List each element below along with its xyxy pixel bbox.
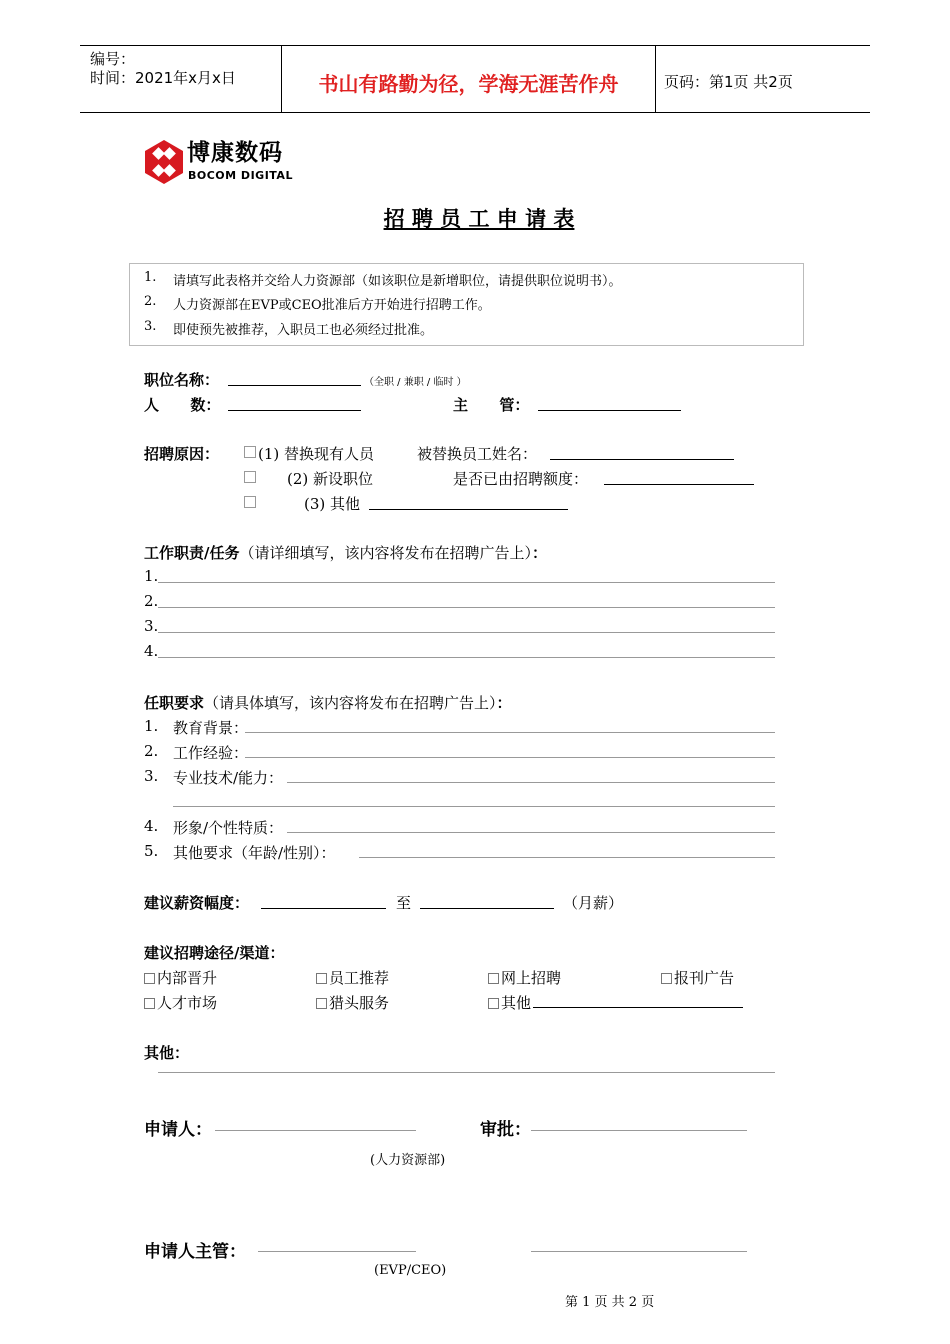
req-1-num: 1. bbox=[144, 717, 159, 735]
channel-talent-market-label: 人才市场 bbox=[157, 994, 218, 1012]
replaced-name-field[interactable] bbox=[550, 459, 734, 460]
duty-line-4-num: 4. bbox=[144, 642, 159, 660]
footer-page-number: 第 1 页 共 2 页 bbox=[565, 1295, 655, 1310]
req-3-label: 专业技术/能力： bbox=[173, 769, 284, 787]
req-1-label: 教育背景： bbox=[173, 719, 249, 737]
channel-online-label: 网上招聘 bbox=[501, 969, 562, 987]
applicant-signature-field[interactable] bbox=[215, 1130, 416, 1131]
channel-other-field[interactable] bbox=[533, 1007, 743, 1008]
channel-headhunter-checkbox[interactable] bbox=[316, 998, 327, 1009]
req-5-num: 5. bbox=[144, 842, 159, 860]
instruction-2-num: 2. bbox=[144, 294, 157, 309]
requirements-heading-bold: 任职要求 bbox=[144, 694, 205, 712]
requirements-heading bbox=[144, 692, 512, 713]
duties-heading-bold: 工作职责/任务 bbox=[144, 544, 240, 562]
header-bottom-rule bbox=[80, 112, 870, 113]
channel-other-label: 其他 bbox=[501, 994, 532, 1012]
duty-line-3-field[interactable] bbox=[158, 632, 775, 633]
exec-signature-field[interactable] bbox=[531, 1251, 747, 1252]
header-divider-right bbox=[655, 45, 656, 112]
instruction-1-text: 请填写此表格并交给人力资源部（如该职位是新增职位，请提供职位说明书）。 bbox=[173, 274, 622, 289]
channel-referral-label: 员工推荐 bbox=[329, 969, 390, 987]
approval-label: 审批： bbox=[480, 1120, 531, 1140]
headcount-label: 人 数： bbox=[144, 396, 221, 414]
req-skills-extra-field[interactable] bbox=[173, 806, 775, 807]
supervisor-signature-field[interactable] bbox=[258, 1251, 416, 1252]
channel-newspaper-label: 报刊广告 bbox=[674, 969, 735, 987]
req-4-label: 形象/个性特质： bbox=[173, 819, 284, 837]
channel-newspaper-checkbox[interactable] bbox=[661, 973, 672, 984]
instruction-3-num: 3. bbox=[144, 319, 157, 334]
duty-line-2-field[interactable] bbox=[158, 607, 775, 608]
approval-signature-field[interactable] bbox=[531, 1130, 747, 1131]
channel-referral[interactable] bbox=[316, 967, 389, 988]
reason-new-position-checkbox[interactable] bbox=[244, 471, 256, 483]
channel-internal-checkbox[interactable] bbox=[144, 973, 155, 984]
duties-heading bbox=[144, 542, 547, 563]
channel-internal[interactable] bbox=[144, 967, 217, 988]
exec-note: (EVP/CEO) bbox=[374, 1263, 447, 1278]
salary-min-field[interactable] bbox=[261, 908, 386, 909]
reason-label: 招聘原因： bbox=[144, 445, 220, 463]
channel-talent-market-checkbox[interactable] bbox=[144, 998, 155, 1009]
salary-unit: （月薪） bbox=[563, 894, 624, 912]
channel-headhunter-label: 猎头服务 bbox=[329, 994, 390, 1012]
header-number: 编号： bbox=[90, 50, 136, 68]
position-name-label: 职位名称： bbox=[144, 371, 220, 389]
position-name-field[interactable] bbox=[228, 385, 361, 386]
form-title: 招 聘 员 工 申 请 表 bbox=[383, 206, 575, 231]
header-time: 时间：2021年x月x日 bbox=[90, 69, 236, 87]
reason-other-field[interactable] bbox=[369, 509, 568, 510]
salary-max-field[interactable] bbox=[420, 908, 554, 909]
channel-headhunter[interactable] bbox=[316, 992, 389, 1013]
duty-line-3-num: 3. bbox=[144, 617, 159, 635]
reason-new-position-text: (2) 新设职位 bbox=[287, 470, 374, 488]
instruction-1-num: 1. bbox=[144, 270, 157, 285]
quota-field[interactable] bbox=[604, 484, 754, 485]
duty-line-2-num: 2. bbox=[144, 592, 159, 610]
reason-other-text: (3) 其他 bbox=[304, 495, 361, 513]
header-page-number: 页码：第1页 共2页 bbox=[664, 73, 793, 91]
instruction-2-text: 人力资源部在EVP或CEO批准后方开始进行招聘工作。 bbox=[173, 298, 491, 313]
position-type-note: （全职 / 兼职 / 临时 ） bbox=[364, 377, 467, 388]
req-experience-field[interactable] bbox=[245, 757, 775, 758]
duties-heading-colon: ： bbox=[532, 544, 548, 562]
applicant-label: 申请人： bbox=[144, 1120, 212, 1140]
other-field[interactable] bbox=[158, 1072, 775, 1073]
req-5-label: 其他要求（年龄/性别）： bbox=[173, 844, 336, 862]
hr-note: (人力资源部) bbox=[370, 1153, 446, 1168]
req-skills-field[interactable] bbox=[287, 782, 775, 783]
duty-line-1-num: 1. bbox=[144, 567, 159, 585]
channel-internal-label: 内部晋升 bbox=[157, 969, 218, 987]
channel-newspaper[interactable] bbox=[661, 967, 734, 988]
channel-other[interactable] bbox=[488, 992, 531, 1013]
duty-line-1-field[interactable] bbox=[158, 582, 775, 583]
logo-english-name: BOCOM DIGITAL bbox=[188, 169, 293, 182]
headcount-field[interactable] bbox=[228, 410, 361, 411]
req-2-label: 工作经验： bbox=[173, 744, 249, 762]
req-2-num: 2. bbox=[144, 742, 159, 760]
channel-other-checkbox[interactable] bbox=[488, 998, 499, 1009]
channel-talent-market[interactable] bbox=[144, 992, 217, 1013]
replaced-name-label: 被替换员工姓名： bbox=[417, 445, 538, 463]
quota-label: 是否已由招聘额度： bbox=[453, 470, 589, 488]
req-education-field[interactable] bbox=[245, 732, 775, 733]
logo-mark-icon bbox=[145, 140, 183, 184]
req-other-field[interactable] bbox=[359, 857, 775, 858]
reason-replace-text: (1) 替换现有人员 bbox=[258, 445, 375, 463]
manager-field[interactable] bbox=[538, 410, 681, 411]
channel-online-checkbox[interactable] bbox=[488, 973, 499, 984]
header-motto: 书山有路勤为径，学海无涯苦作舟 bbox=[318, 72, 619, 96]
salary-to: 至 bbox=[396, 894, 412, 912]
supervisor-label: 申请人主管： bbox=[144, 1242, 246, 1262]
instruction-3-text: 即使预先被推荐，入职员工也必须经过批准。 bbox=[173, 323, 434, 338]
channel-online[interactable] bbox=[488, 967, 561, 988]
logo-chinese-name: 博康数码 bbox=[187, 140, 283, 166]
req-3-num: 3. bbox=[144, 767, 159, 785]
requirements-heading-note: （请具体填写，该内容将发布在招聘广告上） bbox=[204, 694, 497, 712]
req-4-num: 4. bbox=[144, 817, 159, 835]
duties-heading-note: （请详细填写，该内容将发布在招聘广告上） bbox=[239, 544, 532, 562]
company-logo bbox=[145, 140, 305, 186]
reason-other-checkbox[interactable] bbox=[244, 496, 256, 508]
reason-replace-checkbox[interactable] bbox=[244, 446, 256, 458]
requirements-heading-colon: ： bbox=[496, 694, 512, 712]
duty-line-4-field[interactable] bbox=[158, 657, 775, 658]
header-top-rule bbox=[80, 45, 870, 46]
salary-label: 建议薪资幅度： bbox=[144, 894, 250, 912]
channels-label: 建议招聘途径/渠道： bbox=[144, 944, 285, 962]
channel-referral-checkbox[interactable] bbox=[316, 973, 327, 984]
other-label: 其他： bbox=[144, 1044, 190, 1062]
req-personality-field[interactable] bbox=[287, 832, 775, 833]
manager-label: 主 管： bbox=[453, 396, 530, 414]
